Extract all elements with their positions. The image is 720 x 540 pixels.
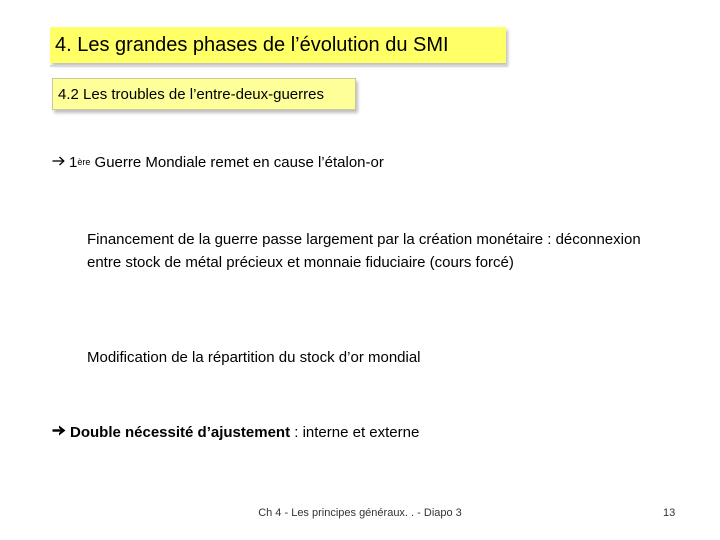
bold-arrow-right-icon [52, 422, 66, 442]
page-number: 13 [663, 507, 676, 519]
paragraph-war-financing: Financement de la guerre passe largement par la création monétaire : déconnexion entre stock de métal précieux et monnaie fiduciaire (cours forcé) [87, 231, 641, 271]
slide-title-box [50, 27, 506, 63]
title-divider [50, 65, 508, 67]
point-number: 1 [69, 154, 78, 171]
conclusion-text: : interne et externe [290, 424, 420, 441]
paragraph-gold-distribution: Modification de la répartition du stock d’or mondial [87, 349, 421, 366]
slide-title: 4. Les grandes phases de l’évolution du SMI [55, 34, 449, 56]
section-subtitle-box [52, 78, 356, 110]
conclusion-bold-text: Double nécessité d’ajustement [70, 424, 291, 441]
arrow-right-icon [52, 152, 65, 172]
conclusion-line [52, 423, 419, 443]
slide-footer: Ch 4 - Les principes généraux. . - Diapo 3 [258, 507, 462, 519]
section-subtitle: 4.2 Les troubles de l’entre-deux-guerres [58, 86, 324, 103]
point-ordinal-suffix: ère [77, 157, 91, 167]
point-first-world-war [52, 153, 384, 173]
point-text: Guerre Mondiale remet en cause l’étalon-or [90, 154, 384, 171]
